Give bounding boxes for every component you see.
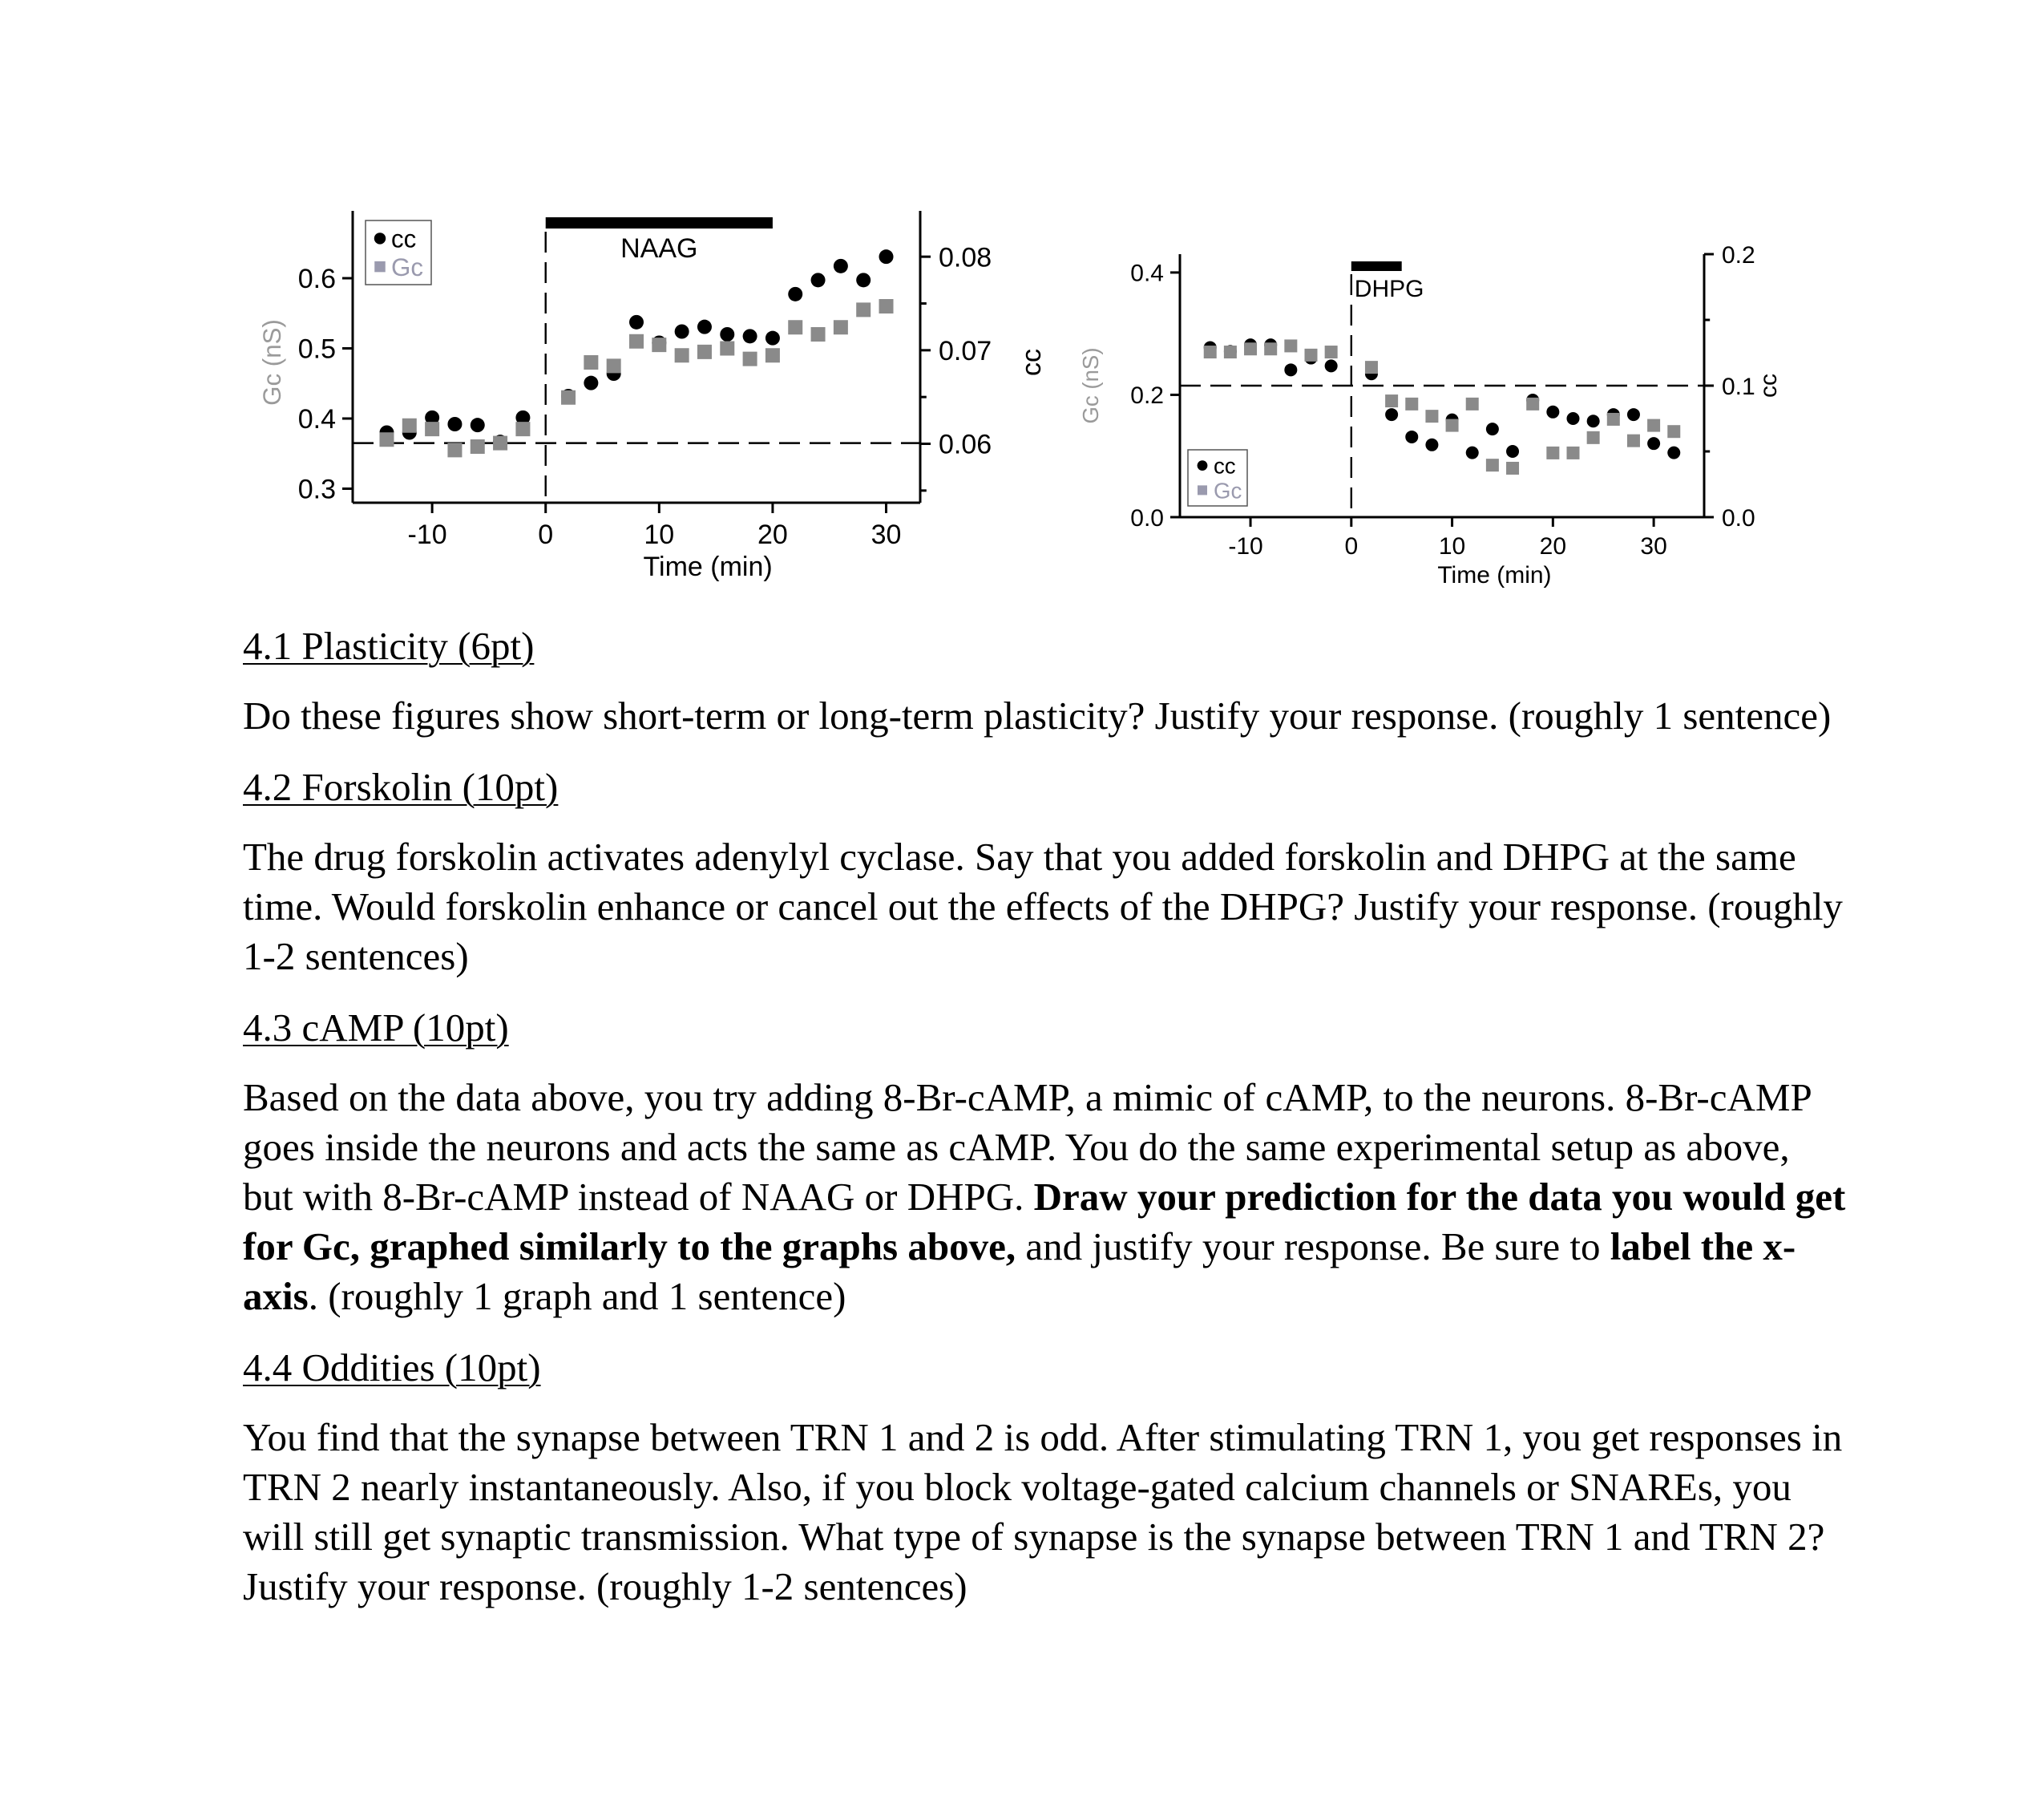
cc-data-point	[1466, 447, 1479, 459]
gc-data-point	[607, 358, 621, 373]
gc-data-point	[1506, 462, 1519, 475]
question-oddities: You find that the synapse between TRN 1 and 2 is odd. After stimulating TRN 1, you get responses in TRN 2 nearly instantaneously. Also, if you block voltage-gated calcium channels or SNAREs, you will still get synaptic transmission. What type of synapse is the synapse between TRN 1 and TRN 2? Justify your response. (roughly 1-2 sentences)	[243, 1415, 1843, 1608]
cc-data-point	[1284, 363, 1297, 376]
gc-data-point	[629, 334, 644, 349]
legend-gc-label: Gc	[1214, 478, 1242, 504]
gc-data-point	[1204, 346, 1217, 358]
cc-data-point	[1627, 408, 1640, 421]
y-tick-label: 0.0	[1130, 504, 1164, 532]
gc-data-point	[1224, 346, 1237, 358]
y2-tick-label: 0.06	[939, 429, 992, 460]
y-tick-label: 0.3	[297, 474, 336, 505]
gc-data-point	[1607, 413, 1620, 426]
x-tick-label: 0	[538, 520, 554, 550]
x-tick-label: 30	[1640, 533, 1667, 560]
y-axis-title: Gc (nS)	[258, 319, 286, 406]
naag-chart	[240, 204, 1058, 605]
camp-text-c: . (roughly 1 graph and 1 sentence)	[308, 1274, 846, 1318]
gc-data-point	[471, 439, 485, 454]
section-heading-forskolin: 4.2 Forskolin (10pt)	[243, 765, 559, 809]
gc-data-point	[1305, 349, 1318, 362]
gc-data-point	[675, 348, 689, 362]
question-text	[243, 621, 1846, 1633]
y2-tick-label: 0.07	[939, 336, 992, 367]
gc-data-point	[879, 299, 894, 313]
gc-data-point	[515, 422, 530, 436]
x-tick-label: -10	[1228, 533, 1263, 560]
drug-bar	[546, 217, 773, 229]
question-forskolin: The drug forskolin activates adenylyl cyclase. Say that you added forskolin and DHPG at the same time. Would forskolin enhance or cancel out the effects of the DHPG? Justify your response. (roughly 1-2 sentences)	[243, 835, 1843, 978]
camp-text-a: Based on the data above, you try adding 8-Br-cAMP, a mimic of cAMP, to the neurons. 8-Br-cAMP goes inside the neurons and acts the same as cAMP. You do the same experimental setup as above, but with 8-Br-cAMP instead of NAAG or DHPG.	[243, 1075, 1811, 1219]
cc-data-point	[1506, 445, 1519, 458]
gc-data-point	[402, 419, 417, 433]
gc-data-point	[1486, 459, 1499, 471]
gc-data-point	[1425, 410, 1438, 423]
cc-data-point	[834, 259, 848, 273]
cc-data-point	[697, 320, 712, 334]
y2-axis-title: cc	[1755, 374, 1782, 398]
x-axis-title: Time (min)	[643, 552, 773, 582]
x-tick-label: 20	[757, 520, 788, 550]
cc-data-point	[1486, 423, 1499, 435]
cc-data-point	[675, 325, 689, 339]
cc-data-point	[584, 376, 598, 390]
dhpg-chart	[1074, 245, 1844, 605]
gc-data-point	[811, 327, 826, 342]
gc-data-point	[1325, 346, 1338, 358]
x-axis-title: Time (min)	[1437, 562, 1552, 589]
x-tick-label: 30	[871, 520, 902, 550]
gc-data-point	[1647, 419, 1660, 432]
gc-data-point	[765, 348, 780, 362]
cc-data-point	[743, 329, 757, 343]
gc-data-point	[447, 443, 462, 457]
cc-data-point	[1587, 415, 1600, 427]
gc-data-point	[1567, 447, 1580, 459]
cc-data-point	[1546, 406, 1559, 419]
gc-data-point	[1244, 342, 1257, 355]
gc-data-point	[584, 355, 598, 370]
cc-data-point	[1325, 359, 1338, 372]
y-tick-label: 0.4	[297, 404, 336, 435]
gc-data-point	[788, 320, 802, 334]
gc-data-point	[652, 338, 666, 352]
cc-data-point	[1567, 412, 1580, 425]
cc-data-point	[629, 315, 644, 330]
x-tick-label: -10	[407, 520, 447, 550]
camp-bold-a: Draw your prediction for the data you would get for Gc, graphed similarly to the graphs above,	[243, 1175, 1846, 1268]
gc-data-point	[1365, 361, 1378, 374]
gc-data-point	[1587, 431, 1600, 444]
gc-data-point	[697, 345, 712, 359]
legend-gc-label: Gc	[391, 253, 423, 281]
x-tick-label: 20	[1539, 533, 1567, 560]
section-heading-camp: 4.3 cAMP (10pt)	[243, 1005, 509, 1050]
gc-data-point	[743, 352, 757, 366]
drug-label: DHPG	[1354, 276, 1424, 302]
section-heading-oddities: 4.4 Oddities (10pt)	[243, 1345, 541, 1389]
camp-text-b: and justify your response. Be sure to	[1016, 1224, 1610, 1268]
cc-data-point	[1667, 447, 1680, 459]
cc-data-point	[1405, 431, 1418, 443]
cc-data-point	[879, 249, 894, 264]
cc-data-point	[447, 417, 462, 431]
y-tick-label: 0.4	[1130, 260, 1164, 287]
gc-data-point	[856, 302, 871, 317]
gc-data-point	[561, 390, 576, 405]
cc-data-point	[1425, 439, 1438, 451]
y2-tick-label: 0.2	[1722, 245, 1755, 269]
cc-data-point	[765, 331, 780, 346]
y2-tick-label: 0.08	[939, 242, 992, 273]
x-tick-label: 0	[1344, 533, 1359, 560]
cc-data-point	[856, 273, 871, 287]
cc-data-point	[1647, 437, 1660, 450]
y2-axis-title: cc	[1016, 349, 1047, 376]
gc-data-point	[493, 436, 507, 451]
question-plasticity: Do these figures show short-term or long-term plasticity? Justify your response. (roughly 1 sentence)	[243, 694, 1832, 738]
gc-data-point	[425, 422, 439, 436]
drug-bar	[1351, 261, 1402, 271]
gc-data-point	[1446, 419, 1459, 432]
y2-tick-label: 0.1	[1722, 373, 1755, 400]
cc-data-point	[788, 287, 802, 301]
gc-data-point	[1284, 339, 1297, 352]
gc-data-point	[379, 432, 394, 447]
y-axis-title: Gc (nS)	[1078, 347, 1103, 424]
y-tick-label: 0.6	[297, 264, 336, 295]
gc-data-point	[1264, 342, 1277, 355]
legend-gc-marker	[374, 261, 386, 273]
cc-data-point	[720, 327, 734, 342]
y2-tick-label: 0.0	[1722, 504, 1755, 532]
legend-cc-label: cc	[391, 224, 417, 253]
legend-cc-label: cc	[1214, 453, 1236, 479]
gc-data-point	[1385, 394, 1398, 407]
section-heading-plasticity: 4.1 Plasticity (6pt)	[243, 624, 535, 668]
cc-data-point	[1385, 408, 1398, 421]
drug-label: NAAG	[620, 233, 698, 264]
x-tick-label: 10	[644, 520, 675, 550]
cc-data-point	[471, 418, 485, 432]
gc-data-point	[1526, 398, 1539, 411]
camp-bold-b: label the x-axis	[243, 1224, 1796, 1318]
legend-gc-marker	[1198, 485, 1207, 495]
gc-data-point	[1405, 398, 1418, 411]
legend-cc-marker	[374, 233, 386, 244]
y-tick-label: 0.2	[1130, 382, 1164, 410]
gc-data-point	[1546, 447, 1559, 459]
gc-data-point	[1667, 425, 1680, 438]
gc-data-point	[1627, 435, 1640, 447]
gc-data-point	[1466, 398, 1479, 411]
legend-cc-marker	[1198, 460, 1208, 471]
gc-data-point	[834, 320, 848, 334]
x-tick-label: 10	[1438, 533, 1466, 560]
cc-data-point	[811, 273, 826, 287]
y-tick-label: 0.5	[297, 334, 336, 365]
question-camp	[243, 1073, 1846, 1321]
gc-data-point	[720, 342, 734, 356]
